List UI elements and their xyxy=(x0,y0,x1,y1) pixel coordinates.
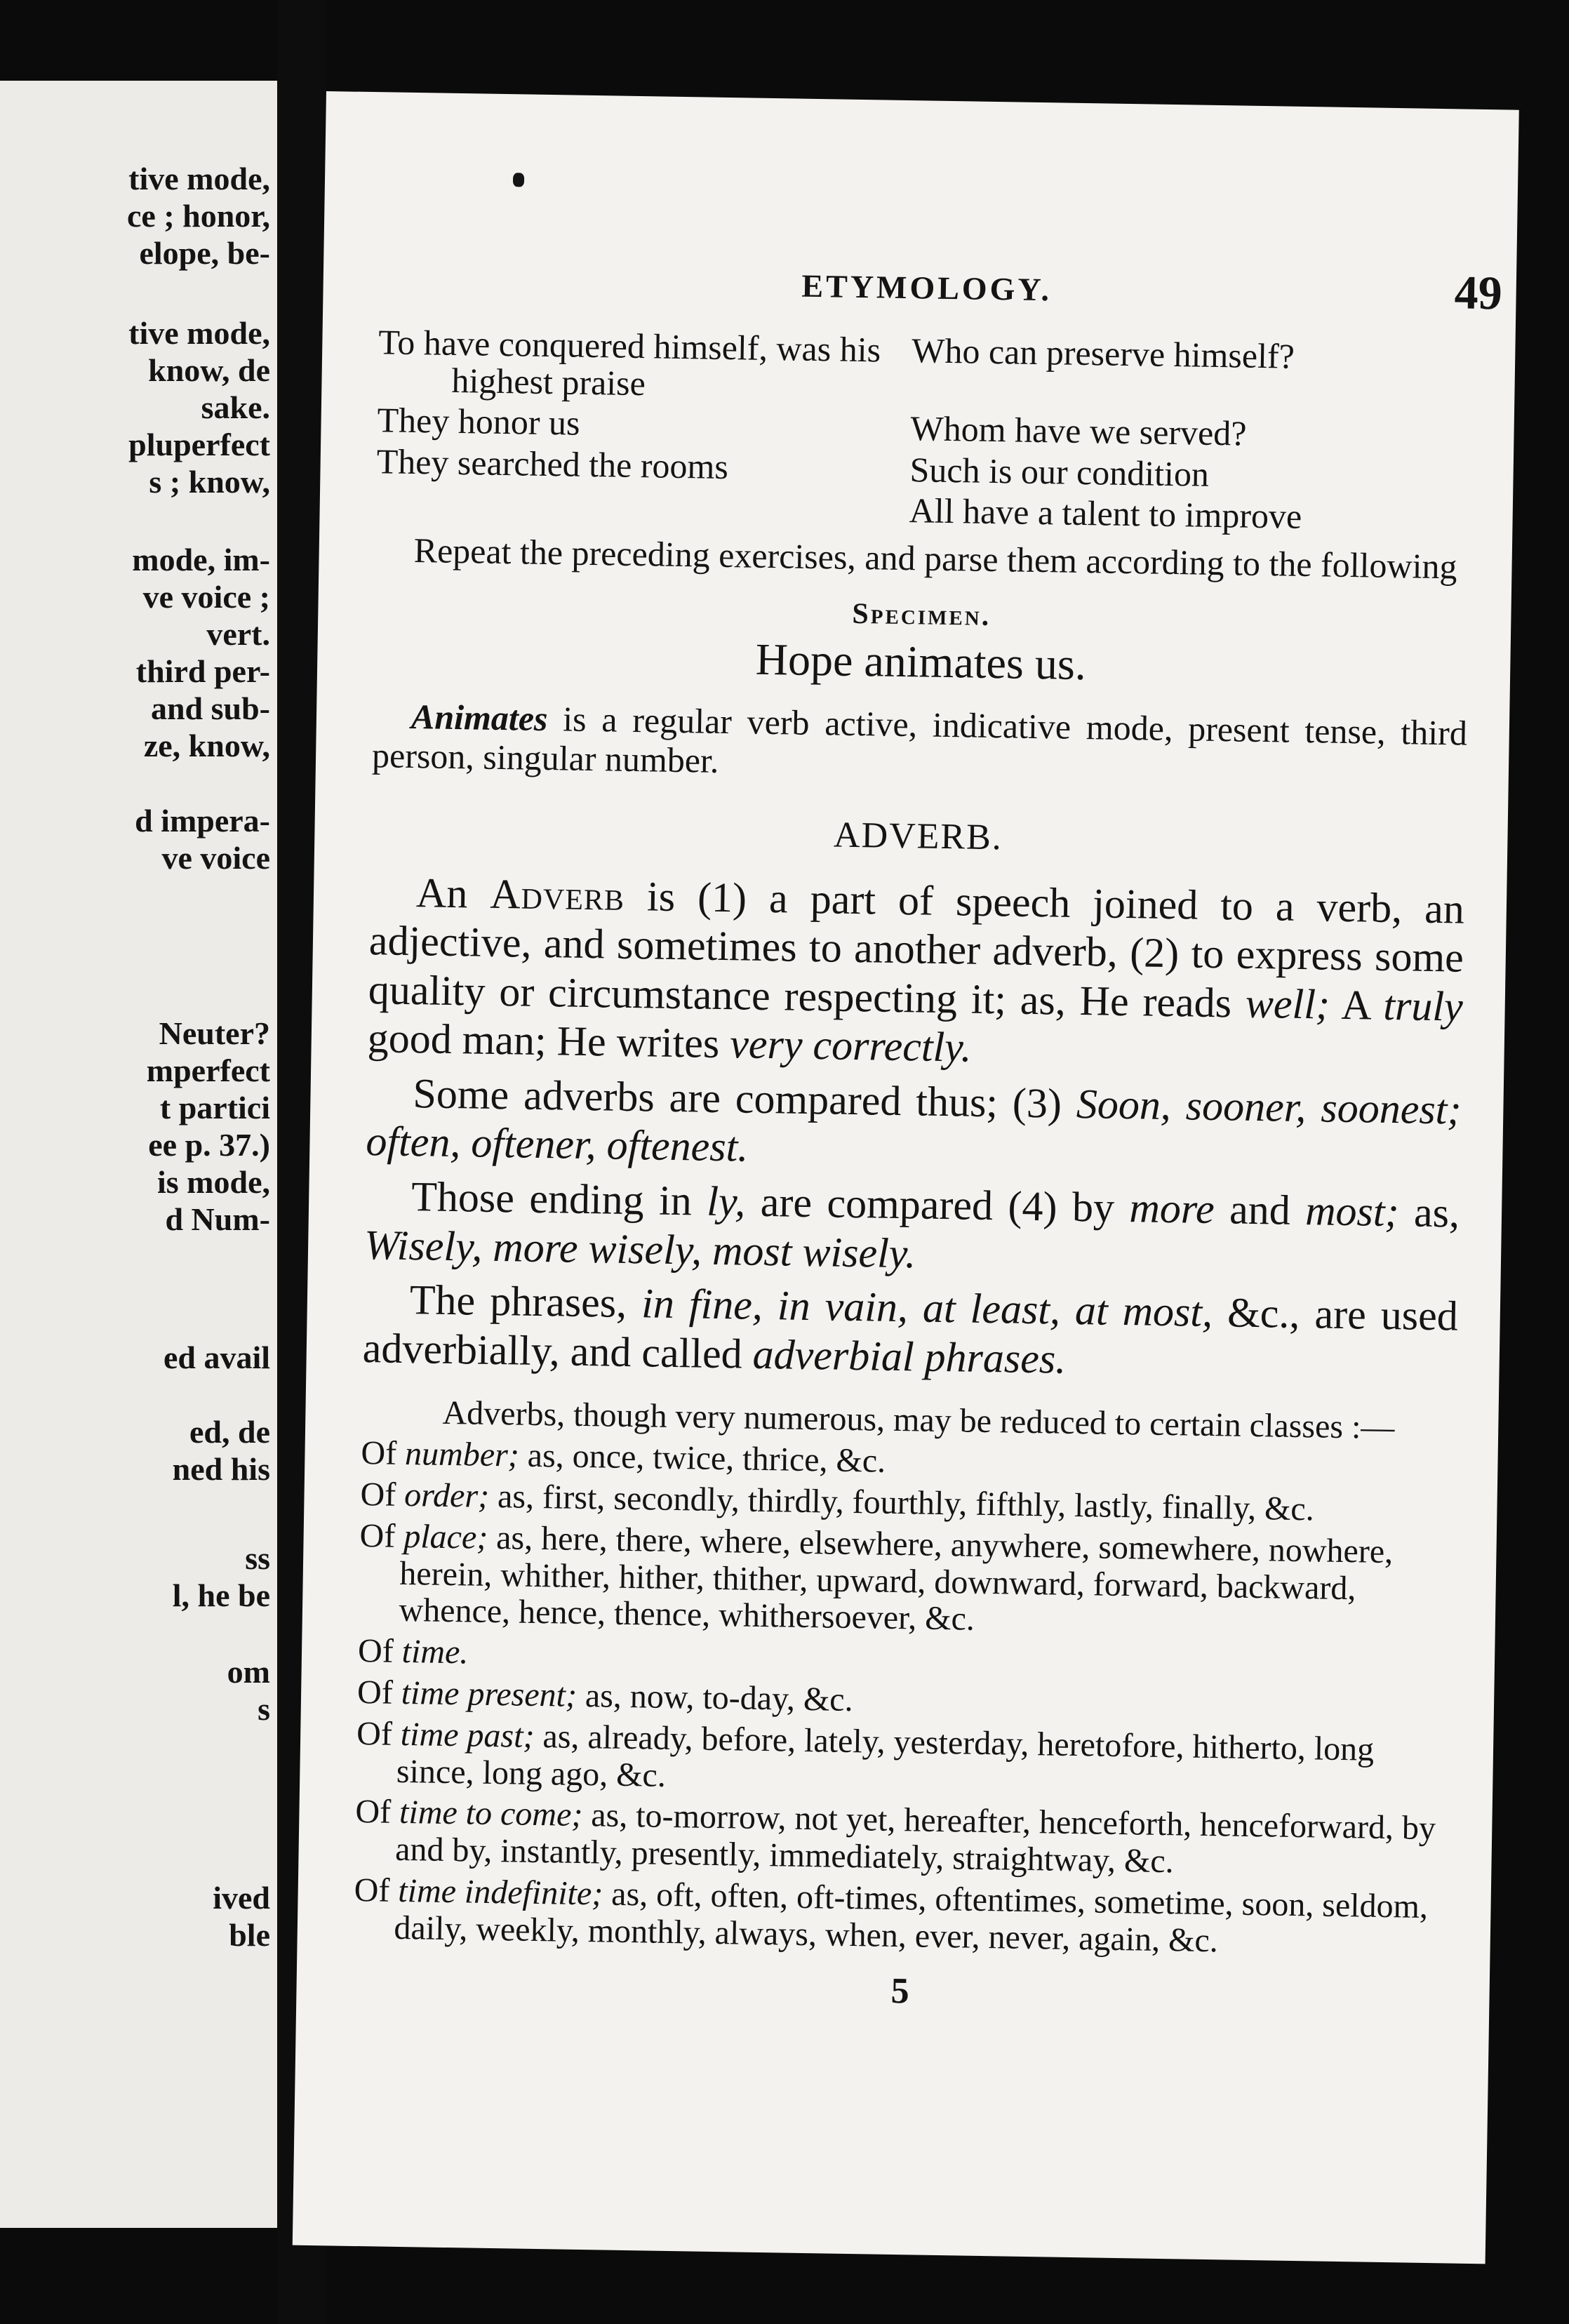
left-page-line: t partici xyxy=(159,1090,270,1126)
left-page-line: ble xyxy=(229,1917,270,1953)
specimen-parsing xyxy=(372,696,1468,792)
exercise-sentence xyxy=(375,483,909,528)
left-page-line: s ; know, xyxy=(149,464,270,500)
left-page-line: ed, de xyxy=(189,1414,270,1450)
left-page-line: mperfect xyxy=(146,1053,270,1088)
left-page-line: ze, know, xyxy=(143,728,270,763)
adverb-class-item: Of number; as, once, twice, thrice, &c. xyxy=(361,1434,886,1480)
adverb-class-item: Of place; as, here, there, where, elsewhere, anywhere, somewhere, nowhere, herein, whither, hither, thither, upward, downward, forward, backward, whence, hence, thence, whithersoever, &c. xyxy=(359,1516,1394,1638)
left-page-line: d impera- xyxy=(135,803,270,839)
running-head: ETYMOLOGY. xyxy=(801,267,1053,308)
exercise-sentence: Who can preserve himself? xyxy=(911,330,1295,376)
adverb-class-item: Of time past; as, already, before, lately, yesterday, heretofore, hitherto, long since, long ago, &c. xyxy=(356,1714,1375,1794)
left-page-line: ve voice ; xyxy=(142,579,270,615)
parsed-word: Animates xyxy=(410,696,548,738)
left-page-line: pluperfect xyxy=(128,427,270,462)
left-page-line: l, he be xyxy=(172,1577,270,1613)
left-page-line: ived xyxy=(213,1880,270,1916)
specimen-heading: Specimen. xyxy=(852,597,992,632)
page-number: 49 xyxy=(1454,265,1503,320)
page-text-block xyxy=(352,260,1503,2020)
left-page-line: ce ; honor, xyxy=(126,198,270,234)
adverb-class-item: Of time. xyxy=(357,1632,469,1671)
left-page-line: ve voice xyxy=(161,840,270,876)
left-page-line: elope, be- xyxy=(139,235,270,271)
comparison-rule: Some adverbs are compared thus; (3) Soon, sooner, soonest; often, oftener, oftenest. xyxy=(365,1069,1462,1171)
left-page-line: and sub- xyxy=(150,690,270,726)
left-page-line: d Num- xyxy=(165,1201,270,1237)
exercise-sentence: They searched the rooms xyxy=(376,441,729,486)
defined-term: Adverb xyxy=(489,870,625,919)
exercise-sentence: All have a talent to improve xyxy=(909,490,1302,536)
classes-intro: Adverbs, though very numerous, may be reduced to certain classes :— xyxy=(442,1394,1395,1447)
adverb-class-item: Of order; as, first, secondly, thirdly, fourthly, fifthly, lastly, finally, &c. xyxy=(360,1476,1315,1528)
left-page-line: know, de xyxy=(148,352,270,388)
adverb-classes xyxy=(353,1394,1456,1963)
left-page-line: vert. xyxy=(206,616,270,652)
left-page-line: ee p. 37.) xyxy=(148,1127,270,1163)
exercise-sentence: They honor us xyxy=(377,400,580,443)
left-page-line: third per- xyxy=(135,653,270,689)
adverb-class-item: Of time to come; as, to-morrow, not yet, hereafter, henceforth, henceforward, by and by, instantly, presently, immediately, straightway, &c. xyxy=(355,1793,1436,1881)
exercise-sentence: Such is our condition xyxy=(909,449,1210,494)
parsing-text: is a regular verb active, indicative mode, present tense, third person, singular number. xyxy=(371,698,1468,780)
ink-smudge xyxy=(513,173,524,187)
adverb-class-item: Of time present; as, now, to-day, &c. xyxy=(356,1673,853,1719)
left-page-line: tive mode, xyxy=(128,315,270,351)
exercise-sentence: To have conquered himself, was his highest praise xyxy=(378,322,881,403)
left-page-line: sake. xyxy=(201,389,270,425)
left-page-line: om xyxy=(227,1654,270,1690)
adverb-class-item: Of time indefinite; as, oft, often, oft-times, oftentimes, sometime, soon, seldom, daily, weekly, monthly, always, when, ever, never, again, &c. xyxy=(354,1871,1429,1960)
exercise-sentence: Whom have we served? xyxy=(910,408,1247,453)
left-page-line: is mode, xyxy=(157,1164,270,1200)
ly-comparison-rule: Those ending in ly, are compared (4) by more and most; as, Wisely, more wisely, most wisely. xyxy=(363,1173,1460,1277)
left-page-line: tive mode, xyxy=(128,161,270,196)
adverb-definition: An Adverb is (1) a part of speech joined to a verb, an adjective, and sometimes to another adverb, (2) to express some quality or circumstance respecting it; as, He reads well; A truly good man; He writes very correctly. xyxy=(367,869,1465,1071)
left-page-fragment xyxy=(0,81,277,2228)
left-page-line: ned his xyxy=(172,1451,270,1487)
specimen-sentence: Hope animates us. xyxy=(755,634,1087,689)
section-title: ADVERB. xyxy=(833,814,1003,857)
signature-mark: 5 xyxy=(890,1970,910,2011)
left-page-line: ed avail xyxy=(163,1340,270,1375)
left-page-line: s xyxy=(258,1691,270,1727)
left-page-line: ss xyxy=(245,1540,270,1576)
left-page-line: mode, im- xyxy=(132,542,270,577)
left-page-line: Neuter? xyxy=(159,1015,270,1051)
adverbial-phrases-rule: The phrases, in fine, in vain, at least, at most, &c., are used adverbially, and called adverbial phrases. xyxy=(362,1276,1459,1382)
parsing-instructions: Repeat the preceding exercises, and parse them according to the following xyxy=(413,530,1457,586)
book-page xyxy=(293,91,1519,2264)
exercise-sentences xyxy=(375,323,1473,537)
